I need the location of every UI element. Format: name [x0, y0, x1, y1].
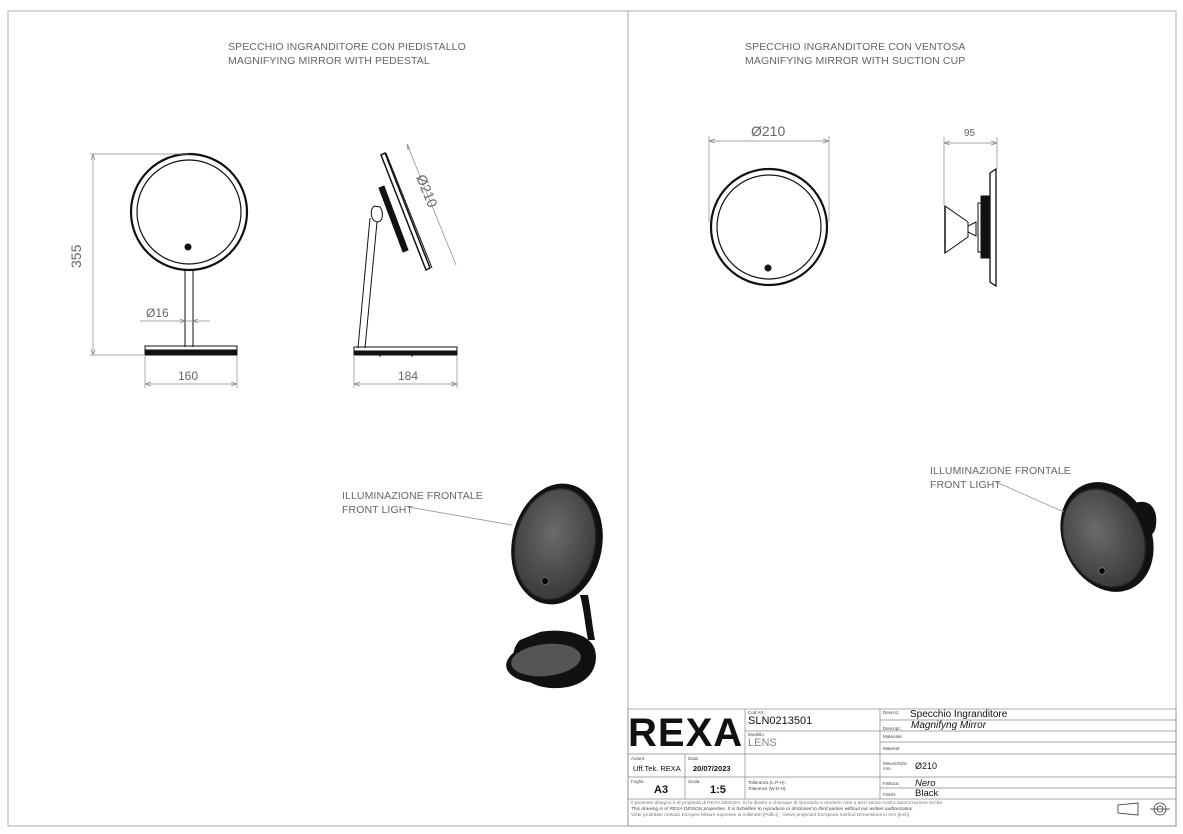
descript-label: Descript.: — [883, 726, 903, 731]
suction-front-dimensions — [709, 136, 829, 222]
autore-value: Uff.Tek. REXA — [633, 764, 681, 773]
callout-front-light-right — [930, 464, 1071, 492]
callout-front-light-left — [342, 489, 483, 517]
cod-art-label: Cod.Art.: — [748, 710, 766, 715]
finitura-label: Finitura: — [883, 781, 900, 786]
modello-label: Modello — [748, 732, 764, 737]
foglio-value: A3 — [654, 784, 669, 796]
pedestal-side-view — [354, 153, 457, 357]
modello-value: LENS — [748, 737, 777, 749]
cod-art-value: SLN0213501 — [748, 715, 813, 727]
callout-left-line2: FRONT LIGHT — [342, 504, 413, 516]
pedestal-title-en: MAGNIFYING MIRROR WITH PEDESTAL — [228, 55, 430, 67]
tolleranza-wdh: Tolerance (W-D-H): — [748, 786, 787, 791]
finish-value: Black — [915, 788, 939, 799]
pedestal-title-it: SPECCHIO INGRANDITORE CON PIEDISTALLO — [228, 41, 466, 53]
legal-notes — [631, 801, 942, 819]
projection-note: Viste proiettate metodo Europeo Misure espresse in millimetri [Pollici] - Views projected European method Dimensions in mm [inch] — [631, 813, 910, 818]
data-label: Data: — [688, 756, 699, 761]
suction-title-en: MAGNIFYING MIRROR WITH SUCTION CUP — [745, 55, 966, 67]
dim-side-210: Ø210 — [413, 172, 441, 210]
finish-label: Finish: — [883, 792, 897, 797]
foglio-label: Foglio: — [631, 779, 645, 784]
suction-title — [745, 40, 966, 68]
misure-label: Misure/Size: mm. — [883, 761, 908, 771]
pedestal-iso-render — [500, 475, 613, 688]
pedestal-front-view — [131, 154, 247, 355]
descriz-label: Descriz.: — [883, 710, 901, 715]
suction-side-view — [945, 169, 996, 286]
dim-side-184: 184 — [398, 369, 419, 383]
dim-height-355: 355 — [68, 244, 84, 268]
sheet-border — [8, 11, 1176, 826]
callout-left-line1: ILLUMINAZIONE FRONTALE — [342, 490, 483, 502]
material-label: Material: — [883, 746, 901, 751]
suction-side-dimensions — [944, 137, 997, 205]
descript-value: Magnifyng Mirror — [911, 720, 987, 731]
pedestal-title — [228, 40, 466, 68]
suction-title-it: SPECCHIO INGRANDITORE CON VENTOSA — [745, 41, 966, 53]
callout-right-line1: ILLUMINAZIONE FRONTALE — [930, 465, 1071, 477]
legal-note-en: This drawing is of REXA DESIGN properties. It is forbidden to reproduce or disclosed to third parties without our written authorization — [631, 807, 913, 812]
materiale-label: Materiale: — [883, 734, 903, 739]
legal-note-it: Il presente disegno è di proprietà di REXA DESIGN. Si fa divieto a chiunque di riprodurlo o renderlo noto a terzi senza nostra autorizzazione scritta — [631, 801, 942, 806]
projection-symbol — [1118, 803, 1170, 815]
finitura-value: Nero — [915, 778, 936, 789]
rexa-logo: REXA — [628, 711, 744, 755]
title-block-logo-cell — [628, 709, 745, 754]
tolleranza-lph: Tolleranza (L-P-H): — [748, 780, 786, 785]
data-value: 20/07/2023 — [693, 764, 731, 773]
dim-suction-95: 95 — [964, 128, 976, 139]
scala-label: Scala: — [688, 779, 701, 784]
descriz-value: Specchio Ingranditore — [910, 709, 1008, 720]
autore-label: Autore: — [631, 756, 646, 761]
callout-right-line2: FRONT LIGHT — [930, 479, 1001, 491]
misure-value: Ø210 — [915, 761, 938, 771]
dim-base-160: 160 — [178, 369, 199, 383]
scala-value: 1:5 — [710, 784, 726, 796]
suction-front-view — [711, 169, 827, 285]
dim-suction-210: Ø210 — [751, 123, 786, 139]
dim-stem-16: Ø16 — [146, 306, 169, 320]
